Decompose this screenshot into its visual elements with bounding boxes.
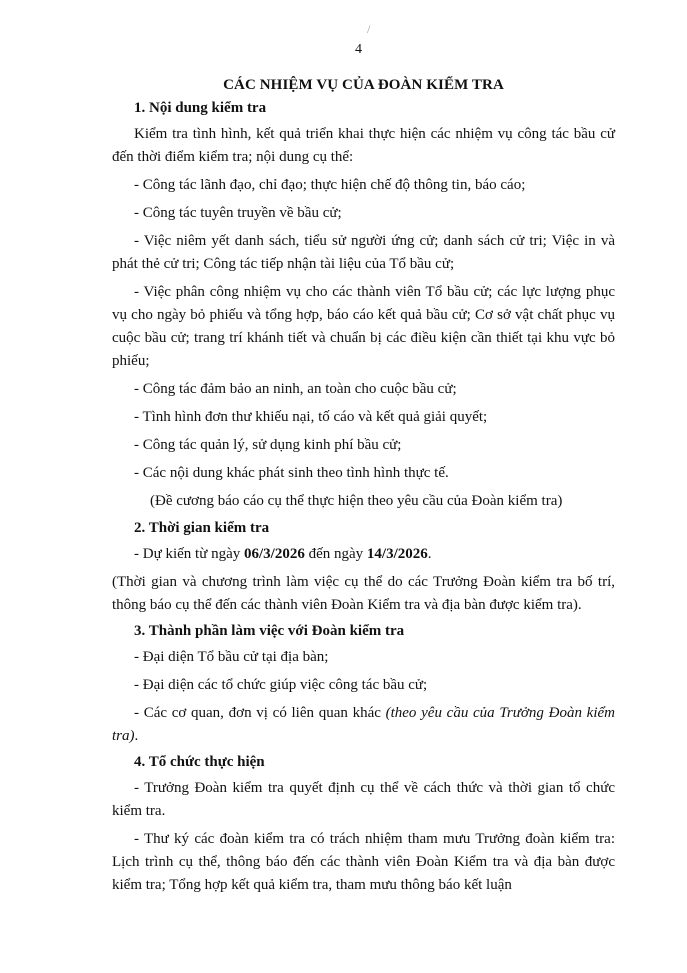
date-from: 06/3/2026 <box>244 546 305 562</box>
dates-mid: đến ngày <box>304 546 367 562</box>
page-number: 4 <box>355 42 362 57</box>
section-3-item-last <box>112 702 615 748</box>
section-1-item: - Việc niêm yết danh sách, tiểu sử người ứng cử; danh sách cử tri; Việc in và phát thẻ cử tri; Công tác tiếp nhận tài liệu của Tổ bầu cử; <box>112 233 615 272</box>
section-1-item: - Tình hình đơn thư khiếu nại, tố cáo và kết quả giải quyết; <box>134 409 488 425</box>
corner-mark: / <box>367 22 371 36</box>
section-1-item: - Công tác tuyên truyền về bầu cử; <box>134 205 342 221</box>
section-3-item: - Đại diện các tổ chức giúp việc công tác bầu cử; <box>134 677 428 693</box>
section-1-heading: 1. Nội dung kiểm tra <box>134 100 267 116</box>
section-3-item: - Đại diện Tổ bầu cử tại địa bàn; <box>134 649 329 665</box>
section-4-heading: 4. Tổ chức thực hiện <box>134 754 265 770</box>
section-2-heading: 2. Thời gian kiểm tra <box>134 520 270 536</box>
section-1-item: - Công tác đảm bảo an ninh, an toàn cho cuộc bầu cử; <box>134 381 457 397</box>
section-4-item: - Thư ký các đoàn kiểm tra có trách nhiệm tham mưu Trưởng đoàn kiểm tra: Lịch trình cụ thể, thông báo đến các thành viên Đoàn Kiểm tra và địa bàn được kiểm tra; Tổng hợp kết quả kiểm tra, tham mưu thông báo kết luận <box>112 831 615 893</box>
section-1-item: - Công tác quản lý, sử dụng kinh phí bầu cử; <box>134 437 402 453</box>
dates-end: . <box>427 546 432 562</box>
document-title: CÁC NHIỆM VỤ CỦA ĐOÀN KIỂM TRA <box>223 77 504 93</box>
section-2-note: (Thời gian và chương trình làm việc cụ thể do các Trưởng Đoàn kiểm tra bố trí, thông báo cụ thể đến các thành viên Đoàn Kiểm tra và địa bàn được kiểm tra). <box>112 574 615 613</box>
dates-prefix: - Dự kiến từ ngày <box>134 546 244 562</box>
item-last-prefix: - Các cơ quan, đơn vị có liên quan khác <box>134 705 386 721</box>
section-2-dates <box>112 543 615 566</box>
section-1-item: - Công tác lãnh đạo, chỉ đạo; thực hiện chế độ thông tin, báo cáo; <box>134 177 526 193</box>
section-4-item: - Trưởng Đoàn kiểm tra quyết định cụ thể về cách thức và thời gian tổ chức kiểm tra. <box>112 780 615 819</box>
section-1-intro: Kiểm tra tình hình, kết quả triển khai thực hiện các nhiệm vụ công tác bầu cử đến thời điểm kiểm tra; nội dung cụ thể: <box>112 126 615 165</box>
section-1-item: - Việc phân công nhiệm vụ cho các thành viên Tổ bầu cử; các lực lượng phục vụ cho ngày bỏ phiếu và tổng hợp, báo cáo kết quả bầu cử; Cơ sở vật chất phục vụ cuộc bầu cử; trang trí khánh tiết và chuẩn bị các điều kiện cần thiết tại khu vực bỏ phiếu; <box>112 284 615 369</box>
item-last-italic: (theo yêu cầu của Trưởng Đoàn kiểm tra) <box>112 705 615 744</box>
section-1-note: (Đề cương báo cáo cụ thể thực hiện theo yêu cầu của Đoàn kiểm tra) <box>150 493 563 509</box>
section-1-item: - Các nội dung khác phát sinh theo tình hình thực tế. <box>134 465 449 481</box>
date-to: 14/3/2026 <box>366 546 428 562</box>
document-body <box>112 72 615 902</box>
item-last-end: . <box>134 728 139 744</box>
section-3-heading: 3. Thành phần làm việc với Đoàn kiểm tra <box>134 623 405 639</box>
